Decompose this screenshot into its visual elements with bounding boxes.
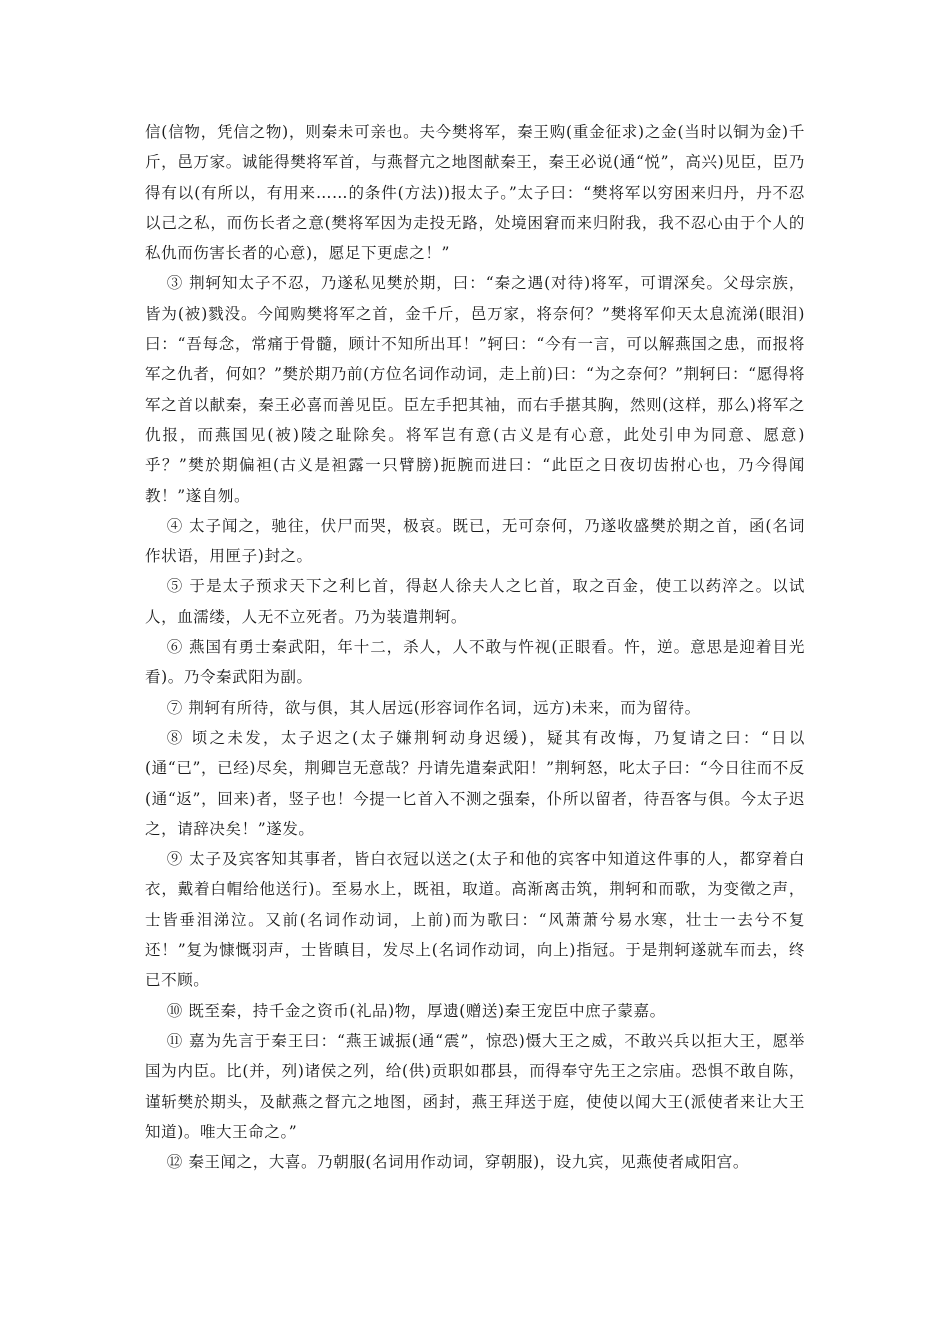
paragraph-3: ③ 荆轲知太子不忍，乃遂私见樊於期，曰：“秦之遇(对待)将军，可谓深矣。父母宗族，皆为(被)戮没。今闻购樊将军之首，金千斤，邑万家，将奈何？”樊将军仰天太息流涕(眼泪)曰：“吾每念，常痛于骨髓，顾计不知所出耳！”轲曰：“今有一言，可以解燕国之患，而报将军之仇者，何如？”樊於期乃前(方位名词作动词，走上前)曰：“为之奈何？”荆轲曰：“愿得将军之首以献秦，秦王必喜而善见臣。臣左手把其袖，而右手揕其胸，然则(这样，那么)将军之仇报，而燕国见(被)陵之耻除矣。将军岂有意(古义是有心意，此处引申为同意、愿意)乎？”樊於期偏袒(古义是袒露一只臂膀)扼腕而进曰：“此臣之日夜切齿拊心也，乃今得闻教！”遂自刎。: [145, 274, 805, 505]
paragraph-12: ⑫ 秦王闻之，大喜。乃朝服(名词用作动词，穿朝服)，设九宾，见燕使者咸阳宫。: [166, 1153, 750, 1172]
paragraph-11: ⑪ 嘉为先言于秦王曰：“燕王诚振(通“震”，惊恐)慑大王之威，不敢兴兵以拒大王，愿举国为内臣。比(并，列)诸侯之列，给(供)贡职如郡县，而得奉守先王之宗庙。恐惧不敢自陈，谨斩樊於期头，及献燕之督亢之地图，函封，燕王拜送于庭，使使以闻大王(派使者来让大王知道)。唯大王命之。”: [145, 1031, 805, 1141]
paragraph-4: ④ 太子闻之，驰往，伏尸而哭，极哀。既已，无可奈何，乃遂收盛樊於期之首，函(名词作状语，用匣子)封之。: [145, 516, 805, 566]
paragraph-7: ⑦ 荆轲有所待，欲与俱，其人居远(形容词作名词，远方)未来，而为留待。: [166, 698, 701, 717]
paragraph-9: ⑨ 太子及宾客知其事者，皆白衣冠以送之(太子和他的宾客中知道这件事的人，都穿着白衣，戴着白帽给他送行)。至易水上，既祖，取道。高渐离击筑，荆轲和而歌，为变徵之声，士皆垂泪涕泣。又前(名词作动词，上前)而为歌曰：“风萧萧兮易水寒，壮士一去兮不复还！”复为慷慨羽声，士皆瞋目，发尽上(名词作动词，向上)指冠。于是荆轲遂就车而去，终已不顾。: [145, 850, 805, 990]
paragraph-6: ⑥ 燕国有勇士秦武阳，年十二，杀人，人不敢与忤视(正眼看。忤，逆。意思是迎着目光看)。乃令秦武阳为副。: [145, 638, 805, 687]
paragraph-1: 信(信物，凭信之物)，则秦未可亲也。夫今樊将军，秦王购(重金征求)之金(当时以铜为金)千斤，邑万家。诚能得樊将军首，与燕督亢之地图献秦王，秦王必说(通“悦”，高兴)见臣，臣乃得有以(有所以，有用来……的条件(方法))报太子。”太子曰：“樊将军以穷困来归丹，丹不忍以己之私，而伤长者之意(樊将军因为走投无路，处境困窘而来归附我，我不忍心由于个人的私仇而伤害长者的心意)，愿足下更虑之！”: [145, 123, 805, 263]
paragraph-5: ⑤ 于是太子预求天下之利匕首，得赵人徐夫人之匕首，取之百金，使工以药淬之。以试人，血濡缕，人无不立死者。乃为装遣荆轲。: [145, 577, 805, 626]
paragraph-8: ⑧ 顷之未发，太子迟之(太子嫌荆轲动身迟缓)，疑其有改悔，乃复请之曰：“日以(通“已”，已经)尽矣，荆卿岂无意哉？丹请先遣秦武阳！”荆轲怒，叱太子曰：“今日往而不反(通“返”，回来)者，竖子也！今提一匕首入不测之强秦，仆所以留者，待吾客与俱。今太子迟之，请辞决矣！”遂发。: [145, 728, 805, 838]
paragraph-10: ⑩ 既至秦，持千金之资币(礼品)物，厚遗(赠送)秦王宠臣中庶子蒙嘉。: [166, 1001, 666, 1020]
document-body: [145, 117, 805, 1177]
